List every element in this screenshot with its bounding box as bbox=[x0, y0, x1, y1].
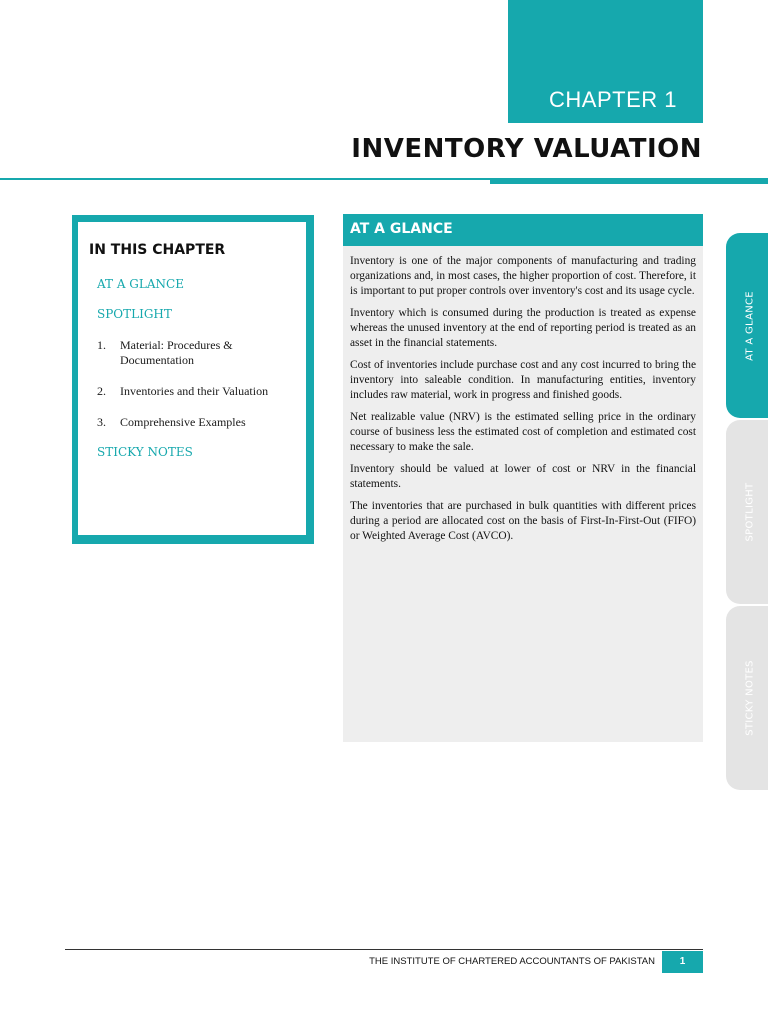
glance-paragraph: Inventory which is consumed during the production is treated as expense whereas the unused inventory at the end of reporting period is treated as an asset in the financial statements. bbox=[350, 307, 696, 349]
side-tab-label: SPOTLIGHT bbox=[744, 482, 756, 542]
toc-item-text: Material: Procedures & Documentation bbox=[120, 338, 233, 367]
glance-paragraph: Net realizable value (NRV) is the estimated selling price in the ordinary course of business less the estimated cost of completion and estimated cost necessary to make the sale. bbox=[350, 411, 696, 453]
page-number-box bbox=[662, 951, 703, 973]
at-a-glance-heading: AT A GLANCE bbox=[350, 221, 453, 237]
toc-item-text: Inventories and their Valuation bbox=[120, 384, 269, 398]
toc-item-number: 1. bbox=[97, 338, 106, 352]
title-divider-accent bbox=[490, 178, 768, 184]
side-tab-sticky-notes[interactable] bbox=[726, 606, 768, 790]
at-a-glance-header bbox=[343, 214, 703, 246]
toc-link-spotlight[interactable]: SPOTLIGHT bbox=[97, 307, 172, 321]
toc-link-at-a-glance[interactable]: AT A GLANCE bbox=[97, 277, 184, 291]
footer-divider bbox=[65, 949, 703, 950]
glance-paragraph: Cost of inventories include purchase cost and any cost incurred to bring the inventory into saleable condition. In manufacturing entities, inventory includes raw material, work in progress and finished goods. bbox=[350, 359, 696, 401]
side-tab-at-a-glance[interactable] bbox=[726, 233, 768, 418]
in-this-chapter-box bbox=[77, 221, 307, 536]
toc-heading: IN THIS CHAPTER bbox=[89, 242, 226, 258]
toc-item-number: 3. bbox=[97, 415, 106, 429]
chapter-label: CHAPTER 1 bbox=[549, 87, 677, 112]
toc-item-text: Comprehensive Examples bbox=[120, 415, 246, 429]
chapter-banner bbox=[508, 0, 703, 123]
toc-item-number: 2. bbox=[97, 384, 106, 398]
side-tab-label: STICKY NOTES bbox=[744, 660, 756, 736]
chapter-title: INVENTORY VALUATION bbox=[351, 134, 702, 164]
at-a-glance-body bbox=[343, 246, 703, 742]
glance-paragraph: The inventories that are purchased in bulk quantities with different prices during a period are allocated cost on the basis of First-In-First-Out (FIFO) or Weighted Average Cost (AVCO). bbox=[350, 500, 696, 542]
glance-paragraph: Inventory should be valued at lower of cost or NRV in the financial statements. bbox=[350, 463, 696, 490]
side-tab-spotlight[interactable] bbox=[726, 420, 768, 604]
glance-paragraph: Inventory is one of the major components of manufacturing and trading organizations and, in most cases, the higher proportion of cost. Therefore, it is important to put proper controls over inventory's cost and its usage cycle. bbox=[350, 255, 696, 297]
page-number: 1 bbox=[679, 956, 686, 967]
footer-institute: THE INSTITUTE OF CHARTERED ACCOUNTANTS OF PAKISTAN bbox=[369, 956, 655, 967]
toc-link-sticky-notes[interactable]: STICKY NOTES bbox=[97, 445, 193, 459]
side-tab-label: AT A GLANCE bbox=[744, 290, 756, 361]
